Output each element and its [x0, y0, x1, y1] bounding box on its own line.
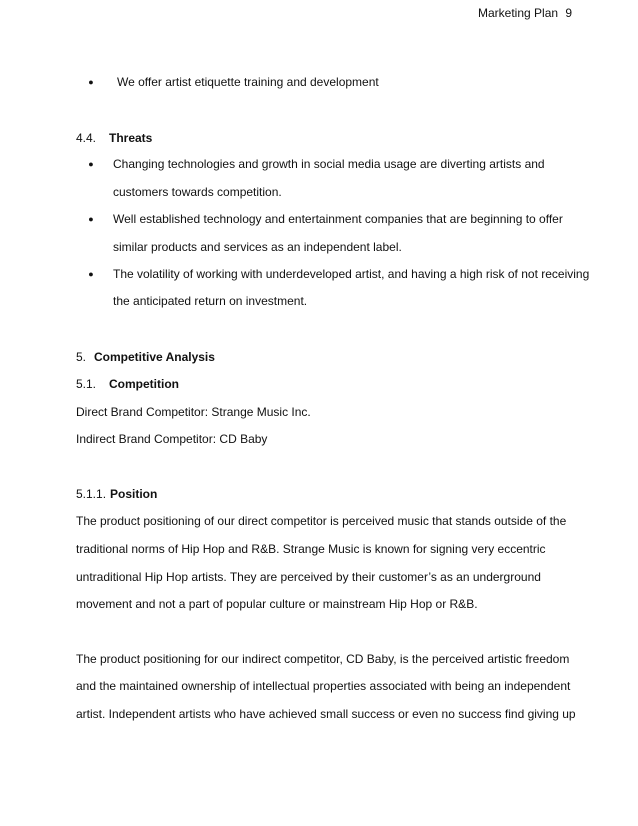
paragraph-line: traditional norms of Hip Hop and R&B. Strange Music is known for signing very eccentric: [76, 542, 546, 556]
threat-item-3-line-2: the anticipated return on investment.: [113, 294, 308, 308]
paragraph-line: untraditional Hip Hop artists. They are perceived by their customer’s as an underground: [76, 570, 541, 584]
section-number: 4.4.: [76, 131, 97, 145]
bullet-icon: ●: [88, 77, 94, 87]
direct-competitor: Direct Brand Competitor: Strange Music Inc.: [76, 405, 311, 419]
section-heading-position: Position: [110, 487, 158, 501]
page-number: 9: [565, 6, 573, 20]
section-number: 5.: [76, 350, 87, 364]
threat-item-3-line-1: The volatility of working with underdeveloped artist, and having a high risk of not receiving: [113, 267, 590, 281]
bullet-icon: ●: [88, 214, 94, 224]
bullet-icon: ●: [88, 159, 94, 169]
indirect-competitor: Indirect Brand Competitor: CD Baby: [76, 432, 268, 446]
page-header: [478, 6, 572, 20]
section-number: 5.1.: [76, 377, 97, 391]
opportunity-item: We offer artist etiquette training and development: [117, 75, 379, 89]
paragraph-line: and the maintained ownership of intellectual properties associated with being an independent: [76, 679, 571, 693]
paragraph-line: movement and not a part of popular culture or mainstream Hip Hop or R&B.: [76, 597, 478, 611]
section-number: 5.1.1.: [76, 487, 107, 501]
running-title: Marketing Plan: [478, 6, 559, 20]
bullet-icon: ●: [88, 269, 94, 279]
section-heading-threats: Threats: [109, 131, 153, 145]
paragraph-line: The product positioning of our direct competitor is perceived music that stands outside of the: [76, 514, 567, 528]
threat-item-2-line-1: Well established technology and entertainment companies that are beginning to offer: [113, 212, 563, 226]
threat-item-1-line-2: customers towards competition.: [113, 185, 282, 199]
threat-item-2-line-2: similar products and services as an independent label.: [113, 240, 402, 254]
section-heading-competition: Competition: [109, 377, 179, 391]
paragraph-line: artist. Independent artists who have achieved small success or even no success find giving up: [76, 707, 576, 721]
threat-item-1-line-1: Changing technologies and growth in social media usage are diverting artists and: [113, 157, 545, 171]
paragraph-line: The product positioning for our indirect competitor, CD Baby, is the perceived artistic freedom: [76, 652, 570, 666]
section-heading-competitive-analysis: Competitive Analysis: [94, 350, 215, 364]
